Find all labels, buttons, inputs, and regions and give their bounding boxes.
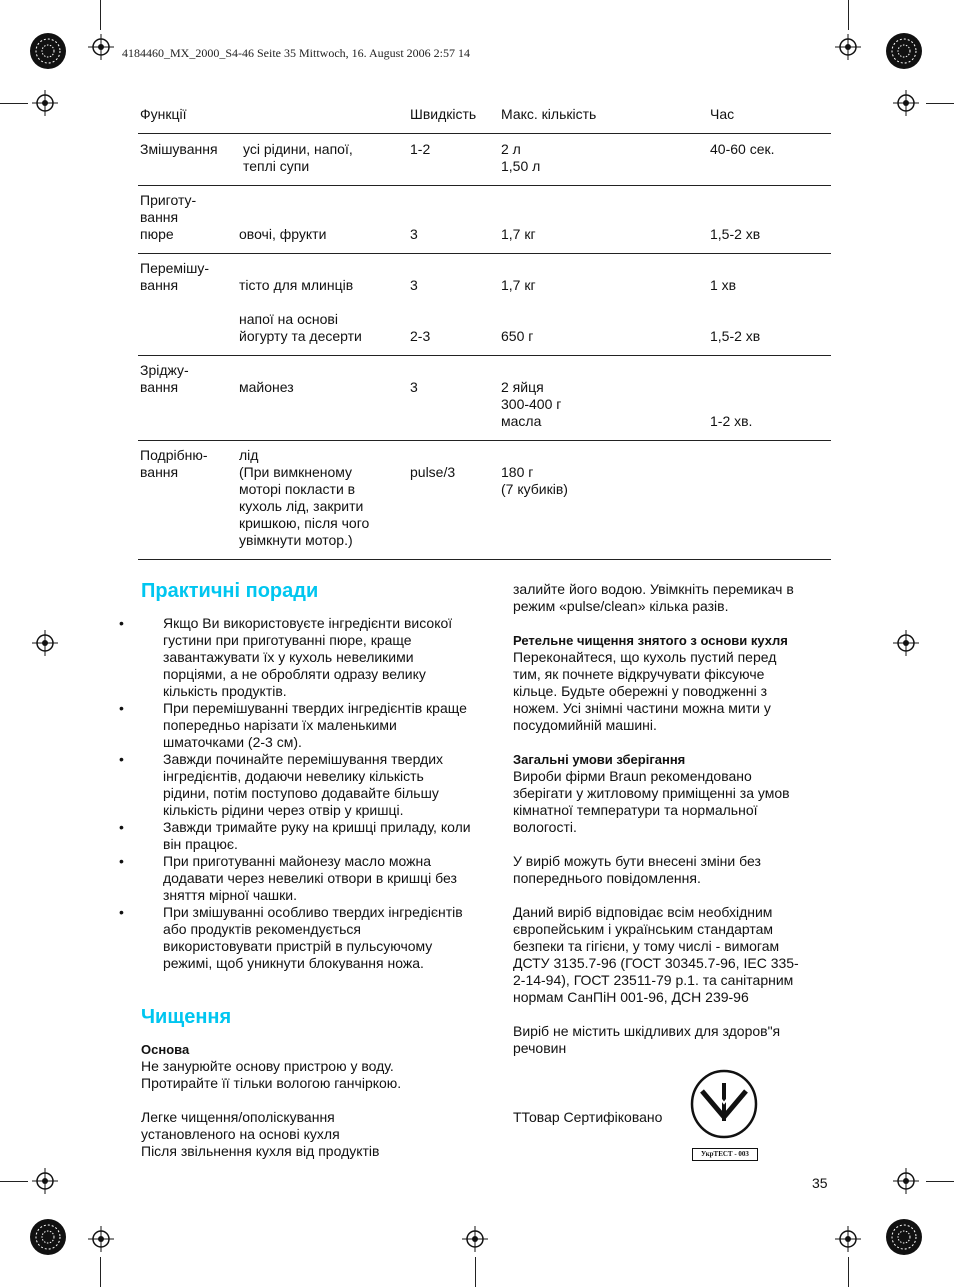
cleaning-heading: Чищення	[141, 1006, 232, 1028]
ukrainian-conformity-mark-icon	[690, 1069, 758, 1139]
trim-line	[475, 1257, 476, 1287]
base-paragraph: Не занурюйте основу пристрою у воду. Протирайте її тільки вологою ганчіркою.	[141, 1058, 402, 1091]
certification-mark	[690, 1069, 758, 1161]
storage-subheading: Загальні умови зберігання	[513, 752, 686, 767]
table-row-items: усі рідини, напої, теплі супи	[243, 141, 353, 174]
column-header-max-amount: Макс. кількість	[501, 106, 597, 122]
print-header: 4184460_MX_2000_S4-46 Seite 35 Mittwoch, 16. August 2006 2:57 14	[122, 46, 471, 60]
storage-paragraph: Вироби фірми Braun рекомендовано зберігати у житловому приміщенні за умов кімнатної температури та нормальної вологості.	[513, 768, 790, 835]
table-rule	[138, 133, 831, 134]
trim-line	[926, 1181, 954, 1182]
trim-line	[0, 1181, 28, 1182]
table-row-speed: 3	[410, 226, 418, 242]
trim-line	[0, 103, 28, 104]
cert-label: УкрТЕСТ - 003	[692, 1148, 758, 1161]
table-row-items: лід (При вимкненому моторі покласти в кухоль лід, закрити кришкою, після чого увімкнути мотор.)	[239, 447, 370, 548]
registration-mark-icon	[835, 1226, 861, 1252]
table-row-amount: 650 г	[501, 328, 534, 344]
tip-item: • Якщо Ви використовуєте інгредієнти високої густини при приготуванні пюре, краще завантажувати їх у кухоль невеликими порціями, а не обробляти одразу велику кількість продуктів.	[141, 615, 471, 700]
color-rosette-icon	[29, 32, 67, 70]
column-header-speed: Швидкість	[410, 106, 477, 122]
table-row-amount: 180 г (7 кубиків)	[501, 464, 568, 497]
color-rosette-icon	[885, 32, 923, 70]
table-row-function: Змішування	[140, 141, 218, 157]
table-rule	[138, 440, 831, 441]
table-row-speed: 2-3	[410, 328, 431, 344]
registration-mark-icon	[893, 90, 919, 116]
thorough-cleaning-subheading: Ретельне чищення знятого з основи кухля	[513, 633, 788, 648]
table-row-amount: 2 яйця 300-400 г масла	[501, 379, 562, 429]
table-row-speed: 1-2	[410, 141, 431, 157]
table-row-time: 40-60 сек.	[710, 141, 775, 157]
table-row-function: Перемішу- вання	[140, 260, 210, 293]
color-rosette-icon	[885, 1218, 923, 1256]
table-row-time: 1,5-2 хв	[710, 328, 761, 344]
table-row-function: Приготу- вання пюре	[140, 192, 197, 242]
table-row-items: овочі, фрукти	[239, 226, 327, 242]
tips-heading: Практичні поради	[141, 580, 319, 602]
tip-item: • При змішуванні особливо твердих інгредієнтів або продуктів рекомендується використовувати пристрій в пульсуючому режимі, щоб уникнути блокування ножа.	[141, 904, 471, 972]
table-row-items: тісто для млинців	[239, 277, 354, 293]
trim-line	[848, 0, 849, 30]
registration-mark-icon	[893, 1168, 919, 1194]
table-rule	[138, 253, 831, 254]
thorough-cleaning-paragraph: Переконайтеся, що кухоль пустий перед тим, як почнете відкручувати фіксуюче кільце. Будьте обережні у поводженні з ножем. Усі знімні частини можна мити у посудомийній машині.	[513, 649, 777, 733]
registration-mark-icon	[893, 630, 919, 656]
light-cleaning-paragraph: Легке чищення/ополіскування установленого на основі кухля Після звільнення кухля від продуктів	[141, 1109, 380, 1159]
registration-mark-icon	[32, 1168, 58, 1194]
cleaning-right-column	[513, 581, 833, 1057]
light-cleaning-continued: залийте його водою. Увімкніть перемикач в режим «pulse/clean» кілька разів.	[513, 581, 794, 614]
registration-mark-icon	[88, 34, 114, 60]
base-subheading: Основа	[141, 1042, 190, 1057]
certified-text: ТТовар Сертифіковано	[513, 1109, 663, 1125]
tips-list	[141, 615, 471, 972]
page-number: 35	[812, 1175, 828, 1191]
color-rosette-icon	[29, 1218, 67, 1256]
tip-item: • Завжди тримайте руку на кришці приладу, коли він працює.	[141, 819, 471, 853]
registration-mark-icon	[835, 34, 861, 60]
table-rule	[138, 355, 831, 356]
table-row-function: Зріджу- вання	[140, 362, 189, 395]
table-row-items: майонез	[239, 379, 294, 395]
trim-line	[100, 0, 101, 30]
column-header-functions: Функції	[140, 106, 187, 122]
table-row-speed: pulse/3	[410, 464, 456, 480]
table-row-amount: 1,7 кг	[501, 277, 536, 293]
table-row-time: 1 хв	[710, 277, 737, 293]
table-row-function: Подрібню- вання	[140, 447, 208, 480]
table-row-time: 1,5-2 хв	[710, 226, 761, 242]
table-row-amount: 2 л 1,50 л	[501, 141, 541, 174]
trim-line	[848, 1257, 849, 1287]
changes-paragraph: У виріб можуть бути внесені зміни без попереднього повідомлення.	[513, 853, 761, 886]
cleaning-left-column	[141, 1041, 471, 1160]
table-rule	[138, 559, 831, 560]
registration-mark-icon	[462, 1226, 488, 1252]
table-row-speed: 3	[410, 277, 418, 293]
table-row-time: 1-2 хв.	[710, 413, 753, 429]
table-row-speed: 3	[410, 379, 418, 395]
registration-mark-icon	[88, 1226, 114, 1252]
table-rule	[138, 185, 831, 186]
compliance-paragraph: Даний виріб відповідає всім необхідним європейським і українським стандартам безпеки та гігієни, у тому числі - вимогам ДСТУ 3135.7-96 (ГОСТ 30345.7-96, IEC 335- 2-14-94), ГОСТ 23511-79 р.1. та санітарним нормам СанПіН 001-96, ДСН 239-96	[513, 904, 799, 1005]
table-row-amount: 1,7 кг	[501, 226, 536, 242]
trim-line	[100, 1257, 101, 1287]
tip-item: • Завжди починайте перемішування твердих інгредієнтів, додаючи невелику кількість рідини, потім поступово додавайте більшу кількість рідини через отвір у кришці.	[141, 751, 471, 819]
registration-mark-icon	[32, 90, 58, 116]
tips-list-container	[141, 615, 471, 972]
tip-item: • При перемішуванні твердих інгредієнтів краще попередньо нарізати їх маленькими шматочками (2-3 см).	[141, 700, 471, 751]
trim-line	[926, 103, 954, 104]
registration-mark-icon	[32, 630, 58, 656]
table-row-items: напої на основі йогурту та десерти	[239, 311, 362, 344]
column-header-time: Час	[710, 106, 735, 122]
tip-item: • При приготуванні майонезу масло можна додавати через невеликі отвори в кришці без зняття мірної чашки.	[141, 853, 471, 904]
harmless-paragraph: Виріб не містить шкідливих для здоров"я речовин	[513, 1023, 781, 1056]
